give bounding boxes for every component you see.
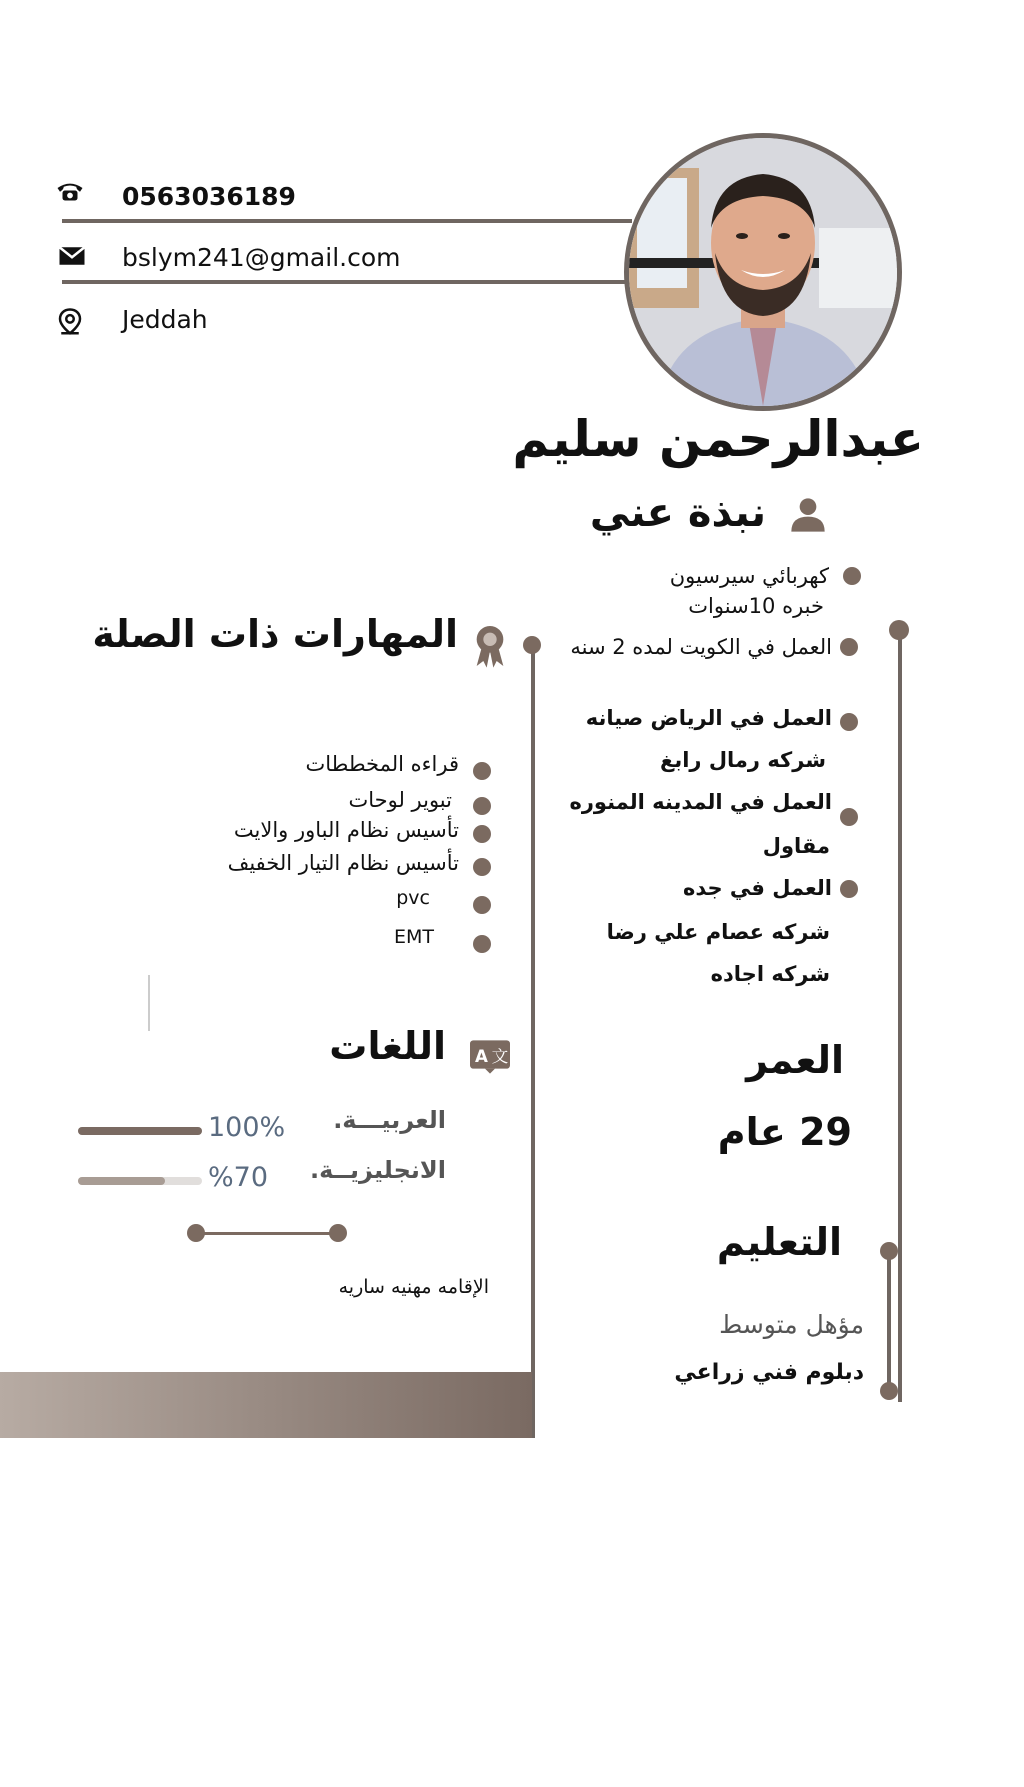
language-percent: 100% [208,1112,286,1143]
education-dot [880,1242,898,1260]
language-bar-fill [78,1177,165,1185]
language-name: الانجليزيــة. [309,1156,446,1184]
about-item: كهربائي سيرسيون [669,564,829,588]
about-item: شركه اجاده [710,962,830,986]
bullet-dot [473,762,491,780]
education-dot [880,1382,898,1400]
column-dot [523,636,541,654]
bullet-dot [843,567,861,585]
about-item: خبره 10سنوات [688,594,824,618]
bullet-dot [840,713,858,731]
divider [148,975,150,1031]
column-line [531,648,535,1438]
phone-number[interactable]: 0563036189 [122,182,296,211]
bullet-dot [473,858,491,876]
about-item: العمل في المدينه المنوره [569,790,832,814]
mail-icon [57,241,87,271]
divider [62,280,632,284]
skill-item: قراءه المخططات [305,752,459,776]
skill-item: pvc [396,887,430,909]
language-name: العربيـــة. [333,1106,446,1134]
about-item: شركه رمال رابغ [659,748,826,772]
bullet-dot [840,880,858,898]
skills-title: المهارات ذات الصلة [92,612,458,656]
languages-title: اللغات [329,1024,446,1068]
age-value: 29 عام [717,1110,852,1154]
about-item: شركه عصام علي رضا [606,920,830,944]
about-item: العمل في جده [682,876,832,900]
timeline-line [898,632,902,1402]
bullet-dot [473,825,491,843]
education-item: دبلوم فني زراعي [674,1360,864,1385]
skill-item: تأسيس نظام التيار الخفيف [227,851,459,875]
decor-dot [329,1224,347,1242]
education-line [887,1252,891,1390]
timeline-dot [889,620,909,640]
education-title: التعليم [716,1220,842,1264]
about-item: العمل في الكويت لمده 2 سنه [570,635,832,659]
skill-item: تأسيس نظام الباور والايت [233,818,459,842]
email-address[interactable]: bslym241@gmail.com [122,243,401,272]
bullet-dot [473,797,491,815]
language-percent: %70 [208,1162,269,1193]
skill-item: EMT [393,926,434,948]
svg-text:文: 文 [491,1047,509,1066]
svg-text:A: A [475,1047,488,1066]
residence-text: الإقامه مهنيه ساريه [338,1276,489,1298]
skill-item: تبوير لوحات [348,788,452,812]
location-text: Jeddah [122,305,208,334]
bullet-dot [473,935,491,953]
bullet-dot [473,896,491,914]
bullet-dot [840,638,858,656]
footer-band [0,1372,532,1438]
about-item: العمل في الرياض صيانه [585,706,832,730]
person-icon [788,495,828,535]
decor-line [196,1232,338,1235]
divider [62,219,632,223]
profile-photo [624,133,902,411]
phone-icon [55,178,85,208]
age-title: العمر [746,1038,844,1082]
location-pin-icon [55,307,85,337]
about-title: نبذة عني [589,490,766,536]
about-item: مقاول [762,834,830,858]
bullet-dot [840,808,858,826]
avatar-illustration [629,138,897,406]
translate-icon [470,1040,510,1074]
award-icon [470,624,510,668]
language-bar-fill [78,1127,202,1135]
person-name: عبدالرحمن سليم [512,410,924,468]
decor-dot [187,1224,205,1242]
education-item: مؤهل متوسط [719,1310,864,1339]
